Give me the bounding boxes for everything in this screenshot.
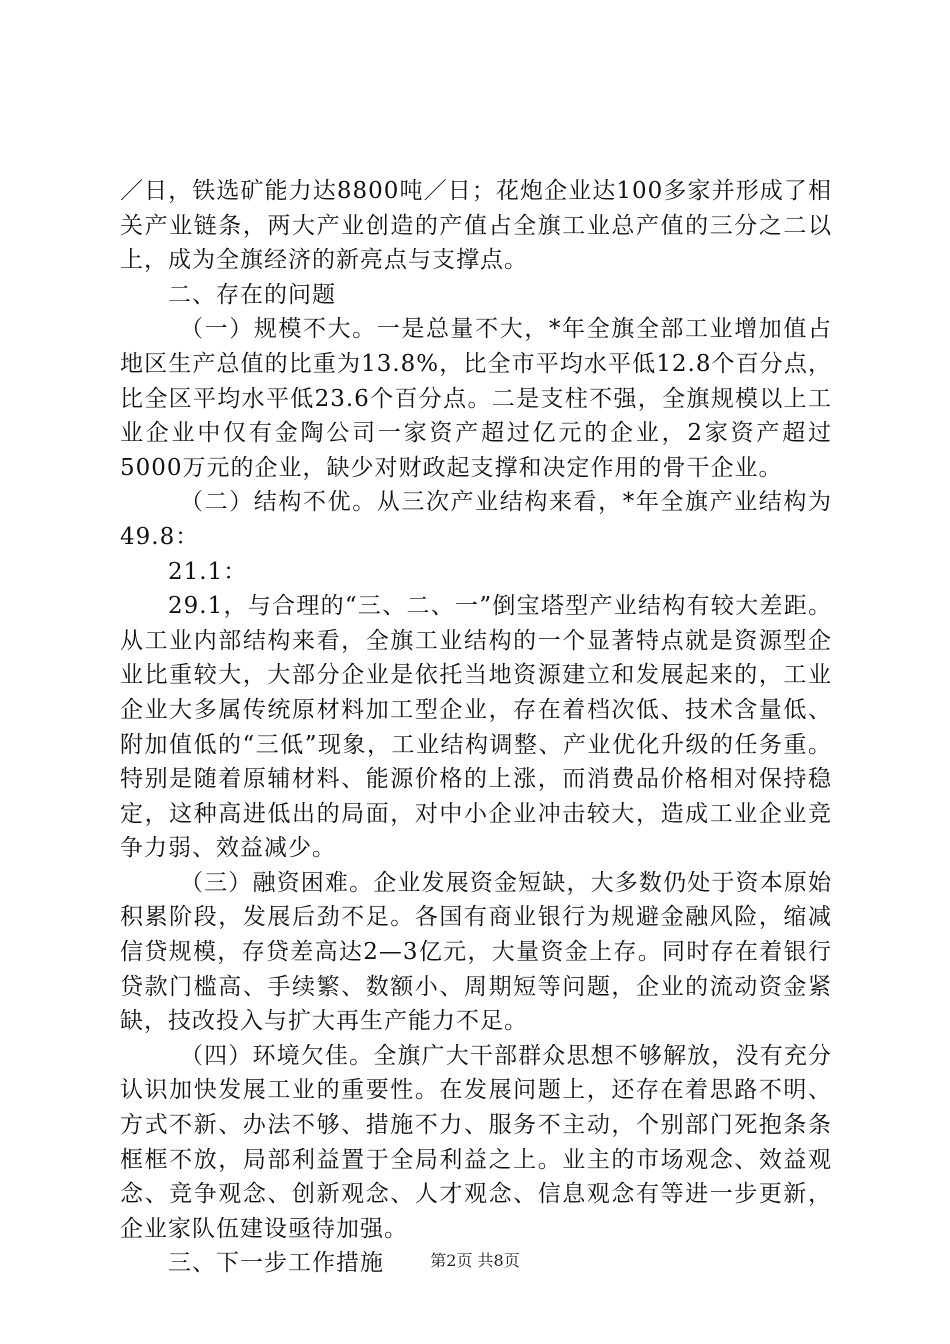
page-number: 第2页 共8页 (430, 1251, 520, 1270)
section-heading-next-steps: 三、下一步工作措施 (168, 1250, 384, 1277)
section-heading-problems: 二、存在的问题 (168, 281, 336, 308)
paragraph-structure-continued: 29.1，与合理的“三、二、一”倒宝塔型产业结构有较大差距。从工业内部结构来看，全旗工业结构的一个显著特点就是资源型企业比重较大，大部分企业是依托当地资源建立和发展起来的，工业企业大多属传统原材料加工型企业，存在着档次低、技术含量低、附加值低的“三低”现象，工业结构调整、产业优化升级的任务重。特别是随着原辅材料、能源价格的上涨，而消费品价格相对保持稳定，这种高进低出的局面，对中小企业冲击较大，造成工业企业竞争力弱、效益减少。 (120, 593, 832, 862)
paragraph-structure: （二）结构不优。从三次产业结构来看，*年全旗产业结构为49.8： (120, 489, 832, 550)
paragraph-ratio-fragment: 21.1： (168, 558, 248, 585)
document-body (120, 174, 832, 1281)
paragraph-environment: （四）环境欠佳。全旗广大干部群众思想不够解放，没有充分认识加快发展工业的重要性。在发展问题上，还存在着思路不明、方式不新、办法不够、措施不力、服务不主动，个别部门死抱条条框框不放，局部利益置于全局利益之上。业主的市场观念、效益观念、竞争观念、创新观念、人才观念、信息观念有等进一步更新，企业家队伍建设亟待加强。 (120, 1042, 832, 1242)
paragraph-scale: （一）规模不大。一是总量不大，*年全旗全部工业增加值占地区生产总值的比重为13.8%，比全市平均水平低12.8个百分点，比全区平均水平低23.6个百分点。二是支柱不强，全旗规模以上工业企业中仅有金陶公司一家资产超过亿元的企业，2家资产超过5000万元的企业，缺少对财政起支撑和决定作用的骨干企业。 (120, 316, 832, 481)
paragraph-financing: （三）融资困难。企业发展资金短缺，大多数仍处于资本原始积累阶段，发展后劲不足。各国有商业银行为规避金融风险，缩减信贷规模，存贷差高达2—3亿元，大量资金上存。同时存在着银行贷款门槛高、手续繁、数额小、周期短等问题，企业的流动资金紧缺，技改投入与扩大再生产能力不足。 (120, 869, 832, 1035)
paragraph-continuation: ／日，铁选矿能力达8800吨／日；花炮企业达100多家并形成了相关产业链条，两大产业创造的产值占全旗工业总产值的三分之二以上，成为全旗经济的新亮点与支撑点。 (120, 178, 832, 274)
